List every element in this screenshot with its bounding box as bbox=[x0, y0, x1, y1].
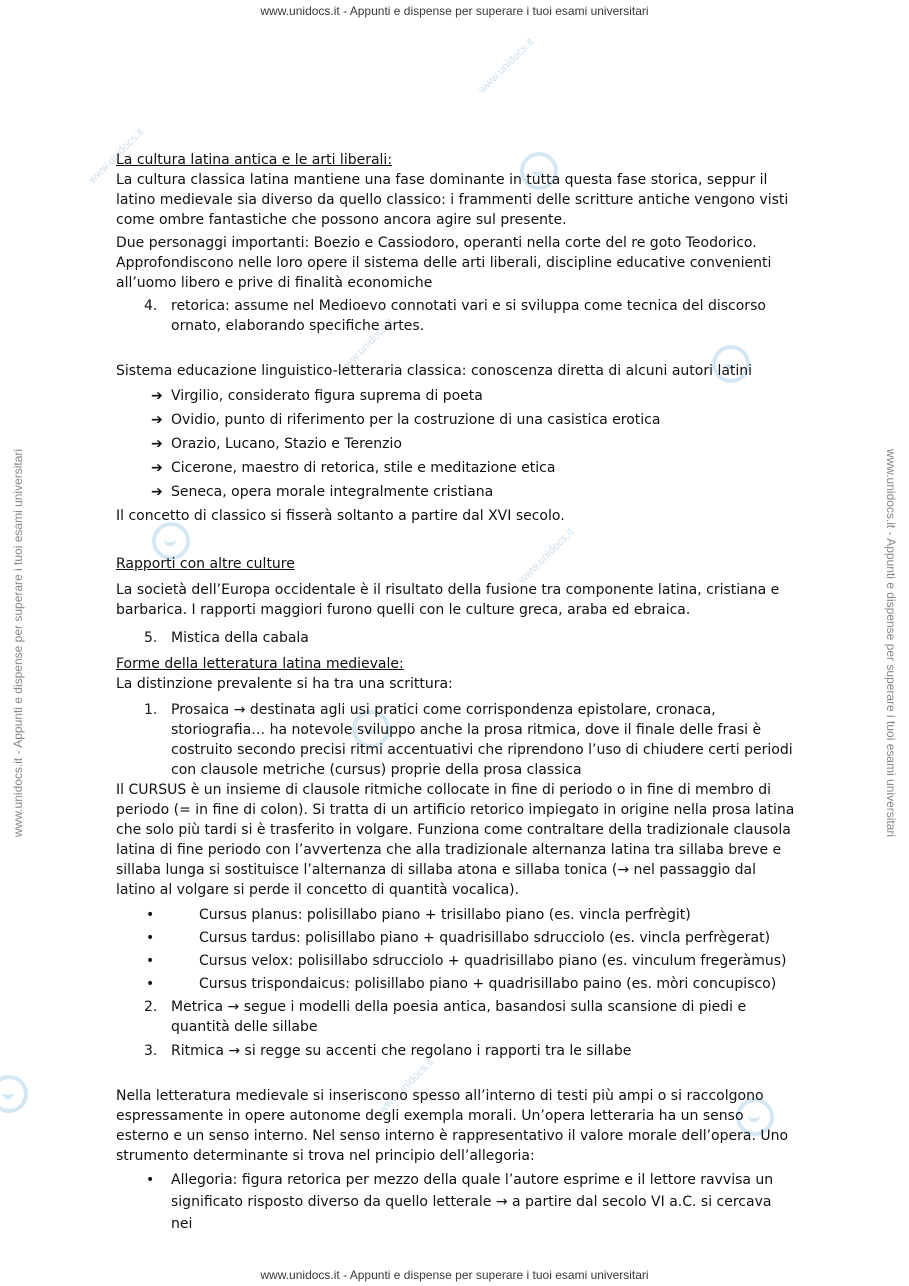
list-item bbox=[116, 410, 796, 430]
numbered-item bbox=[116, 700, 796, 780]
section-heading: La cultura latina antica e le arti liberali: bbox=[116, 152, 393, 168]
paragraph: Nella letteratura medievale si inseriscono spesso all’interno di testi più ampi o si raccolgono espressamente in opere autonome degli exempla morali. Un’opera letteraria ha un senso esterno e un senso interno. Nel senso interno è rappresentativo il valore morale dell’opera. Uno strumento determinante si trova nel principio dell’allegoria: bbox=[116, 1088, 789, 1164]
list-item-text: Cursus planus: polisillabo piano + trisillabo piano (es. vincla perfrègit) bbox=[199, 907, 691, 923]
bottom-watermark-banner: www.unidocs.it - Appunti e dispense per superare i tuoi esami universitari bbox=[260, 1268, 649, 1282]
arrow-icon: ➔ bbox=[151, 388, 163, 404]
list-item bbox=[116, 482, 796, 502]
list-item bbox=[116, 434, 796, 454]
item-number: 5. bbox=[144, 630, 158, 646]
item-text: Prosaica → destinata agli usi pratici come corrispondenza epistolare, cronaca, storiografia… ha notevole sviluppo anche la prosa ritmica, dove il finale delle frasi è costruito secondo precisi ritmi accentuativi che riprendono l’uso di chiudere certi periodi con clausole metriche (cursus) proprie della prosa classica bbox=[171, 702, 793, 778]
list-item-text: Orazio, Lucano, Stazio e Terenzio bbox=[171, 436, 402, 452]
item-text: Mistica della cabala bbox=[171, 630, 309, 646]
list-item bbox=[116, 1169, 796, 1235]
list-item-text: Allegoria: figura retorica per mezzo della quale l’autore esprime e il lettore ravvisa un significato risposto diverso da quello letterale → a partire dal secolo VI a.C. si cercava nei bbox=[171, 1172, 774, 1232]
arrow-icon: ➔ bbox=[151, 412, 163, 428]
paragraph: Il CURSUS è un insieme di clausole ritmiche collocate in fine di periodo o in fine di membro di periodo (= in fine di colon). Si tratta di un artificio retorico impiegato in origine nella prosa latina che solo più tardi si è trasferito in volgare. Funziona come contraltare della tradizionale clausola latina di fine periodo con l’avvertenza che alla tradizionale alternanza latina tra sillaba breve e sillaba lunga si sostituisce l’alternanza di sillaba atona e sillaba tonica (→ nel passaggio dal latino al volgare si perde il concetto di quantità vocalica). bbox=[116, 782, 795, 898]
paragraph: Il concetto di classico si fisserà soltanto a partire dal XVI secolo. bbox=[116, 508, 565, 524]
list-item bbox=[116, 386, 796, 406]
numbered-item bbox=[116, 628, 796, 648]
top-watermark-banner: www.unidocs.it - Appunti e dispense per superare i tuoi esami universitari bbox=[260, 4, 649, 18]
paragraph: Sistema educazione linguistico-letteraria classica: conoscenza diretta di alcuni autori latini bbox=[116, 363, 753, 379]
section-heading: Forme della letteratura latina medievale: bbox=[116, 656, 404, 672]
paragraph: La distinzione prevalente si ha tra una scrittura: bbox=[116, 676, 453, 692]
item-text: Metrica → segue i modelli della poesia antica, basandosi sulla scansione di piedi e quantità delle sillabe bbox=[171, 999, 747, 1035]
list-item-text: Cicerone, maestro di retorica, stile e meditazione etica bbox=[171, 460, 556, 476]
numbered-item bbox=[116, 1041, 796, 1061]
item-text: retorica: assume nel Medioevo connotati vari e si sviluppa come tecnica del discorso ornato, elaborando specifiche artes. bbox=[171, 298, 766, 334]
arrow-icon: ➔ bbox=[151, 484, 163, 500]
item-text: Ritmica → si regge su accenti che regolano i rapporti tra le sillabe bbox=[171, 1043, 632, 1059]
bullet-icon: • bbox=[146, 1172, 155, 1188]
list-item-text: Ovidio, punto di riferimento per la costruzione di una casistica erotica bbox=[171, 412, 661, 428]
numbered-item bbox=[116, 997, 796, 1037]
paragraph: La società dell’Europa occidentale è il risultato della fusione tra componente latina, cristiana e barbarica. I rapporti maggiori furono quelli con le culture greca, araba ed ebraica. bbox=[116, 582, 780, 618]
left-watermark-banner: www.unidocs.it - Appunti e dispense per superare i tuoi esami universitari bbox=[11, 448, 25, 838]
diagonal-watermark: www.unidocs.it bbox=[376, 1056, 437, 1116]
bullet-icon: • bbox=[146, 907, 155, 923]
item-number: 4. bbox=[144, 298, 158, 314]
document-body bbox=[116, 150, 796, 1235]
right-watermark-banner: www.unidocs.it - Appunti e dispense per superare i tuoi esami universitari bbox=[884, 448, 898, 838]
list-item-text: Cursus velox: polisillabo sdrucciolo + quadrisillabo piano (es. vinculum fregeràmus) bbox=[199, 953, 787, 969]
list-item bbox=[116, 951, 796, 971]
item-number: 1. bbox=[144, 702, 158, 718]
list-item bbox=[116, 905, 796, 925]
list-item bbox=[116, 458, 796, 478]
list-item-text: Cursus trispondaicus: polisillabo piano + quadrisillabo paino (es. mòri concupisco) bbox=[199, 976, 777, 992]
paragraph: Due personaggi importanti: Boezio e Cassiodoro, operanti nella corte del re goto Teodorico. Approfondiscono nelle loro opere il sistema delle arti liberali, discipline educative convenienti all’uomo libero e prive di finalità economiche bbox=[116, 235, 772, 291]
diagonal-watermark: www.unidocs.it bbox=[516, 526, 577, 586]
item-number: 2. bbox=[144, 999, 158, 1015]
diagonal-watermark: www.unidocs.it bbox=[476, 36, 537, 96]
arrow-icon: ➔ bbox=[151, 436, 163, 452]
list-item-text: Virgilio, considerato figura suprema di poeta bbox=[171, 388, 483, 404]
list-item bbox=[116, 928, 796, 948]
list-item bbox=[116, 974, 796, 994]
item-number: 3. bbox=[144, 1043, 158, 1059]
diagonal-watermark: www.unidocs.it bbox=[336, 316, 397, 376]
section-heading: Rapporti con altre culture bbox=[116, 556, 295, 572]
bullet-icon: • bbox=[146, 976, 155, 992]
bullet-icon: • bbox=[146, 953, 155, 969]
diagonal-watermark: www.unidocs.it bbox=[86, 126, 147, 186]
paragraph: La cultura classica latina mantiene una fase dominante in tutta questa fase storica, seppur il latino medievale sia diverso da quello classico: i frammenti delle scritture antiche vengono visti come ombre fantastiche che possono ancora agire sul presente. bbox=[116, 172, 789, 228]
list-item-text: Cursus tardus: polisillabo piano + quadrisillabo sdrucciolo (es. vincla perfrègerat) bbox=[199, 930, 771, 946]
numbered-item bbox=[116, 296, 796, 336]
arrow-icon: ➔ bbox=[151, 460, 163, 476]
bullet-icon: • bbox=[146, 930, 155, 946]
list-item-text: Seneca, opera morale integralmente cristiana bbox=[171, 484, 494, 500]
